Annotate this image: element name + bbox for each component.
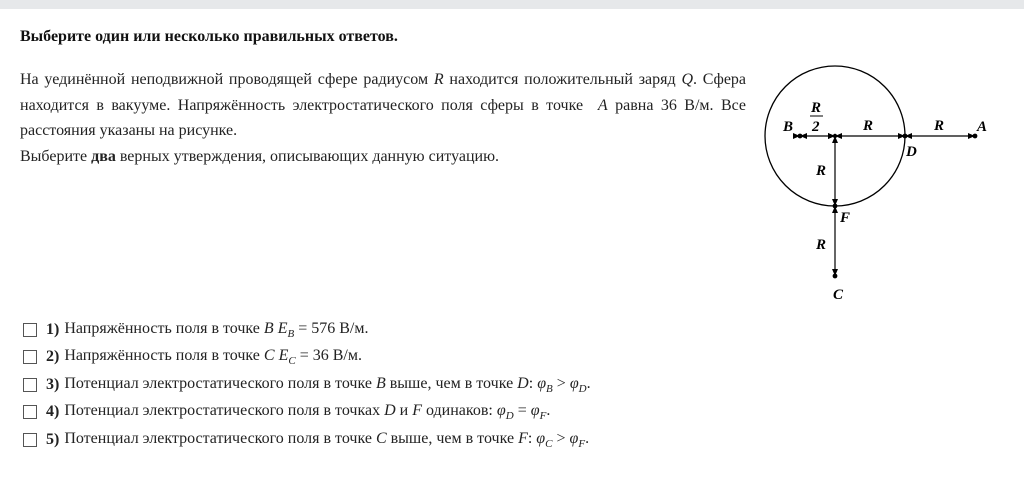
label-r-center-f: R <box>816 163 827 179</box>
top-bar <box>0 0 1024 9</box>
option-number: 3) <box>46 375 60 393</box>
option-2-checkbox[interactable] <box>23 350 37 364</box>
option-number: 5) <box>46 430 60 448</box>
label-f: F <box>840 210 851 226</box>
label-r-f-c: R <box>816 237 827 253</box>
label-r-center-d: R <box>863 118 874 134</box>
label-half-den: 2 <box>812 119 820 135</box>
label-half-num: R <box>811 100 822 116</box>
option-number: 4) <box>46 403 60 421</box>
option-3-checkbox[interactable] <box>23 378 37 392</box>
option-1-text: Напряжённость поля в точке B $E_B = 576$ В/м. <box>64 319 369 340</box>
label-d: D <box>906 144 917 160</box>
point-d <box>903 134 908 139</box>
sphere-diagram <box>760 60 1020 310</box>
option-number: 1) <box>46 320 60 338</box>
label-a: A <box>977 119 988 135</box>
option-3-text: Потенциал электростатического поля в точке B выше, чем в точке D: $\varphi_B > \varphi_D$. <box>64 374 591 395</box>
option-1[interactable] <box>20 316 980 344</box>
option-4-checkbox[interactable] <box>23 405 37 419</box>
label-c: C <box>833 287 844 303</box>
label-b: B <box>783 119 794 135</box>
answer-options <box>20 316 980 454</box>
problem-paragraph-2: Выберите два верных утверждения, описывающих данную ситуацию. <box>20 147 500 165</box>
option-2-text: Напряжённость поля в точке C $E_C = 36$ В/м. <box>64 347 362 368</box>
option-5[interactable] <box>20 426 980 454</box>
option-4-text: Потенциал электростатического поля в точках D и F одинаков: $\varphi_D = \varphi_F$. <box>64 402 551 423</box>
point-f <box>833 204 838 209</box>
point-c <box>833 274 838 279</box>
option-1-checkbox[interactable] <box>23 323 37 337</box>
problem-paragraph-1: На уединённой неподвижной проводящей сфере радиусом R находится положительный заряд Q. Сфера находится в вакууме. Напряжённость электростатического поля сферы в точке A равна 36 В/м. Все расстояния указаны на рисунке. <box>20 71 747 139</box>
option-5-text: Потенциал электростатического поля в точке C выше, чем в точке F: $\varphi_C > \varphi_F$. <box>64 429 590 450</box>
label-r-d-a: R <box>934 118 945 134</box>
point-b <box>798 134 803 139</box>
point-center <box>833 134 837 138</box>
option-4[interactable] <box>20 399 980 427</box>
question-title: Выберите один или несколько правильных ответов. <box>20 28 398 45</box>
option-2[interactable] <box>20 344 980 372</box>
option-number: 2) <box>46 348 60 366</box>
problem-text <box>20 67 746 169</box>
option-3[interactable] <box>20 371 980 399</box>
option-5-checkbox[interactable] <box>23 433 37 447</box>
